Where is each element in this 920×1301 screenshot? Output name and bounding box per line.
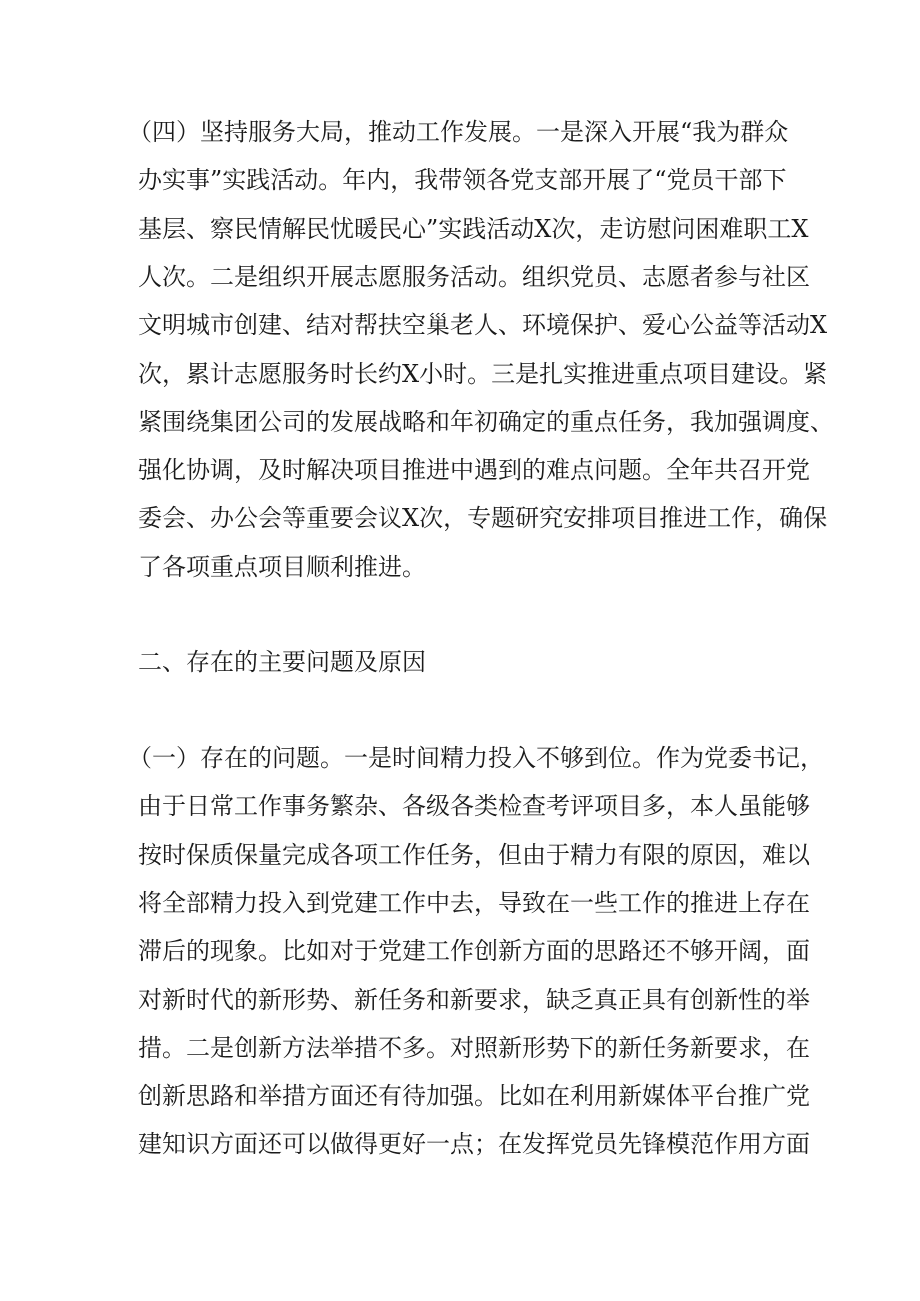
paragraph-4-line-4: 人次。二是组织开展志愿服务活动。组织党员、志愿者参与社区	[138, 263, 810, 291]
paragraph-4-line-10: 了各项重点项目顺利推进。	[138, 553, 426, 581]
paragraph-4-line-3: 基层、察民情解民忧暖民心”实践活动X次，走访慰问困难职工X	[138, 215, 809, 243]
paragraph-4-line-6: 次，累计志愿服务时长约X小时。三是扎实推进重点项目建设。紧	[138, 360, 828, 388]
problems-line-8: 创新思路和举措方面还有待加强。比如在利用新媒体平台推广党	[138, 1082, 810, 1110]
problems-line-7: 措。二是创新方法举措不多。对照新形势下的新任务新要求，在	[138, 1034, 810, 1062]
problems-line-3: 按时保质保量完成各项工作任务，但由于精力有限的原因，难以	[138, 841, 810, 869]
problems-line-1: （一）存在的问题。一是时间精力投入不够到位。作为党委书记，	[128, 744, 824, 772]
problems-line-5: 滞后的现象。比如对于党建工作创新方面的思路还不够开阔，面	[138, 937, 810, 965]
problems-line-6: 对新时代的新形势、新任务和新要求，缺乏真正具有创新性的举	[138, 986, 810, 1014]
problems-line-2: 由于日常工作事务繁杂、各级各类检查考评项目多，本人虽能够	[138, 792, 810, 820]
problems-line-9: 建知识方面还可以做得更好一点；在发挥党员先锋模范作用方面	[138, 1130, 810, 1158]
section-2-heading: 二、存在的主要问题及原因	[138, 648, 426, 676]
paragraph-4-line-8: 强化协调，及时解决项目推进中遇到的难点问题。全年共召开党	[138, 456, 810, 484]
paragraph-4-line-1: （四）坚持服务大局，推动工作发展。一是深入开展“我为群众	[128, 118, 789, 146]
paragraph-4-line-2: 办实事”实践活动。年内，我带领各党支部开展了“党员干部下	[138, 166, 787, 194]
paragraph-4-line-5: 文明城市创建、结对帮扶空巢老人、环境保护、爱心公益等活动X	[138, 311, 828, 339]
paragraph-4-line-7: 紧围绕集团公司的发展战略和年初确定的重点任务，我加强调度、	[138, 408, 834, 436]
paragraph-4-line-9: 委会、办公会等重要会议X次，专题研究安排项目推进工作，确保	[138, 504, 828, 532]
problems-line-4: 将全部精力投入到党建工作中去，导致在一些工作的推进上存在	[138, 889, 810, 917]
